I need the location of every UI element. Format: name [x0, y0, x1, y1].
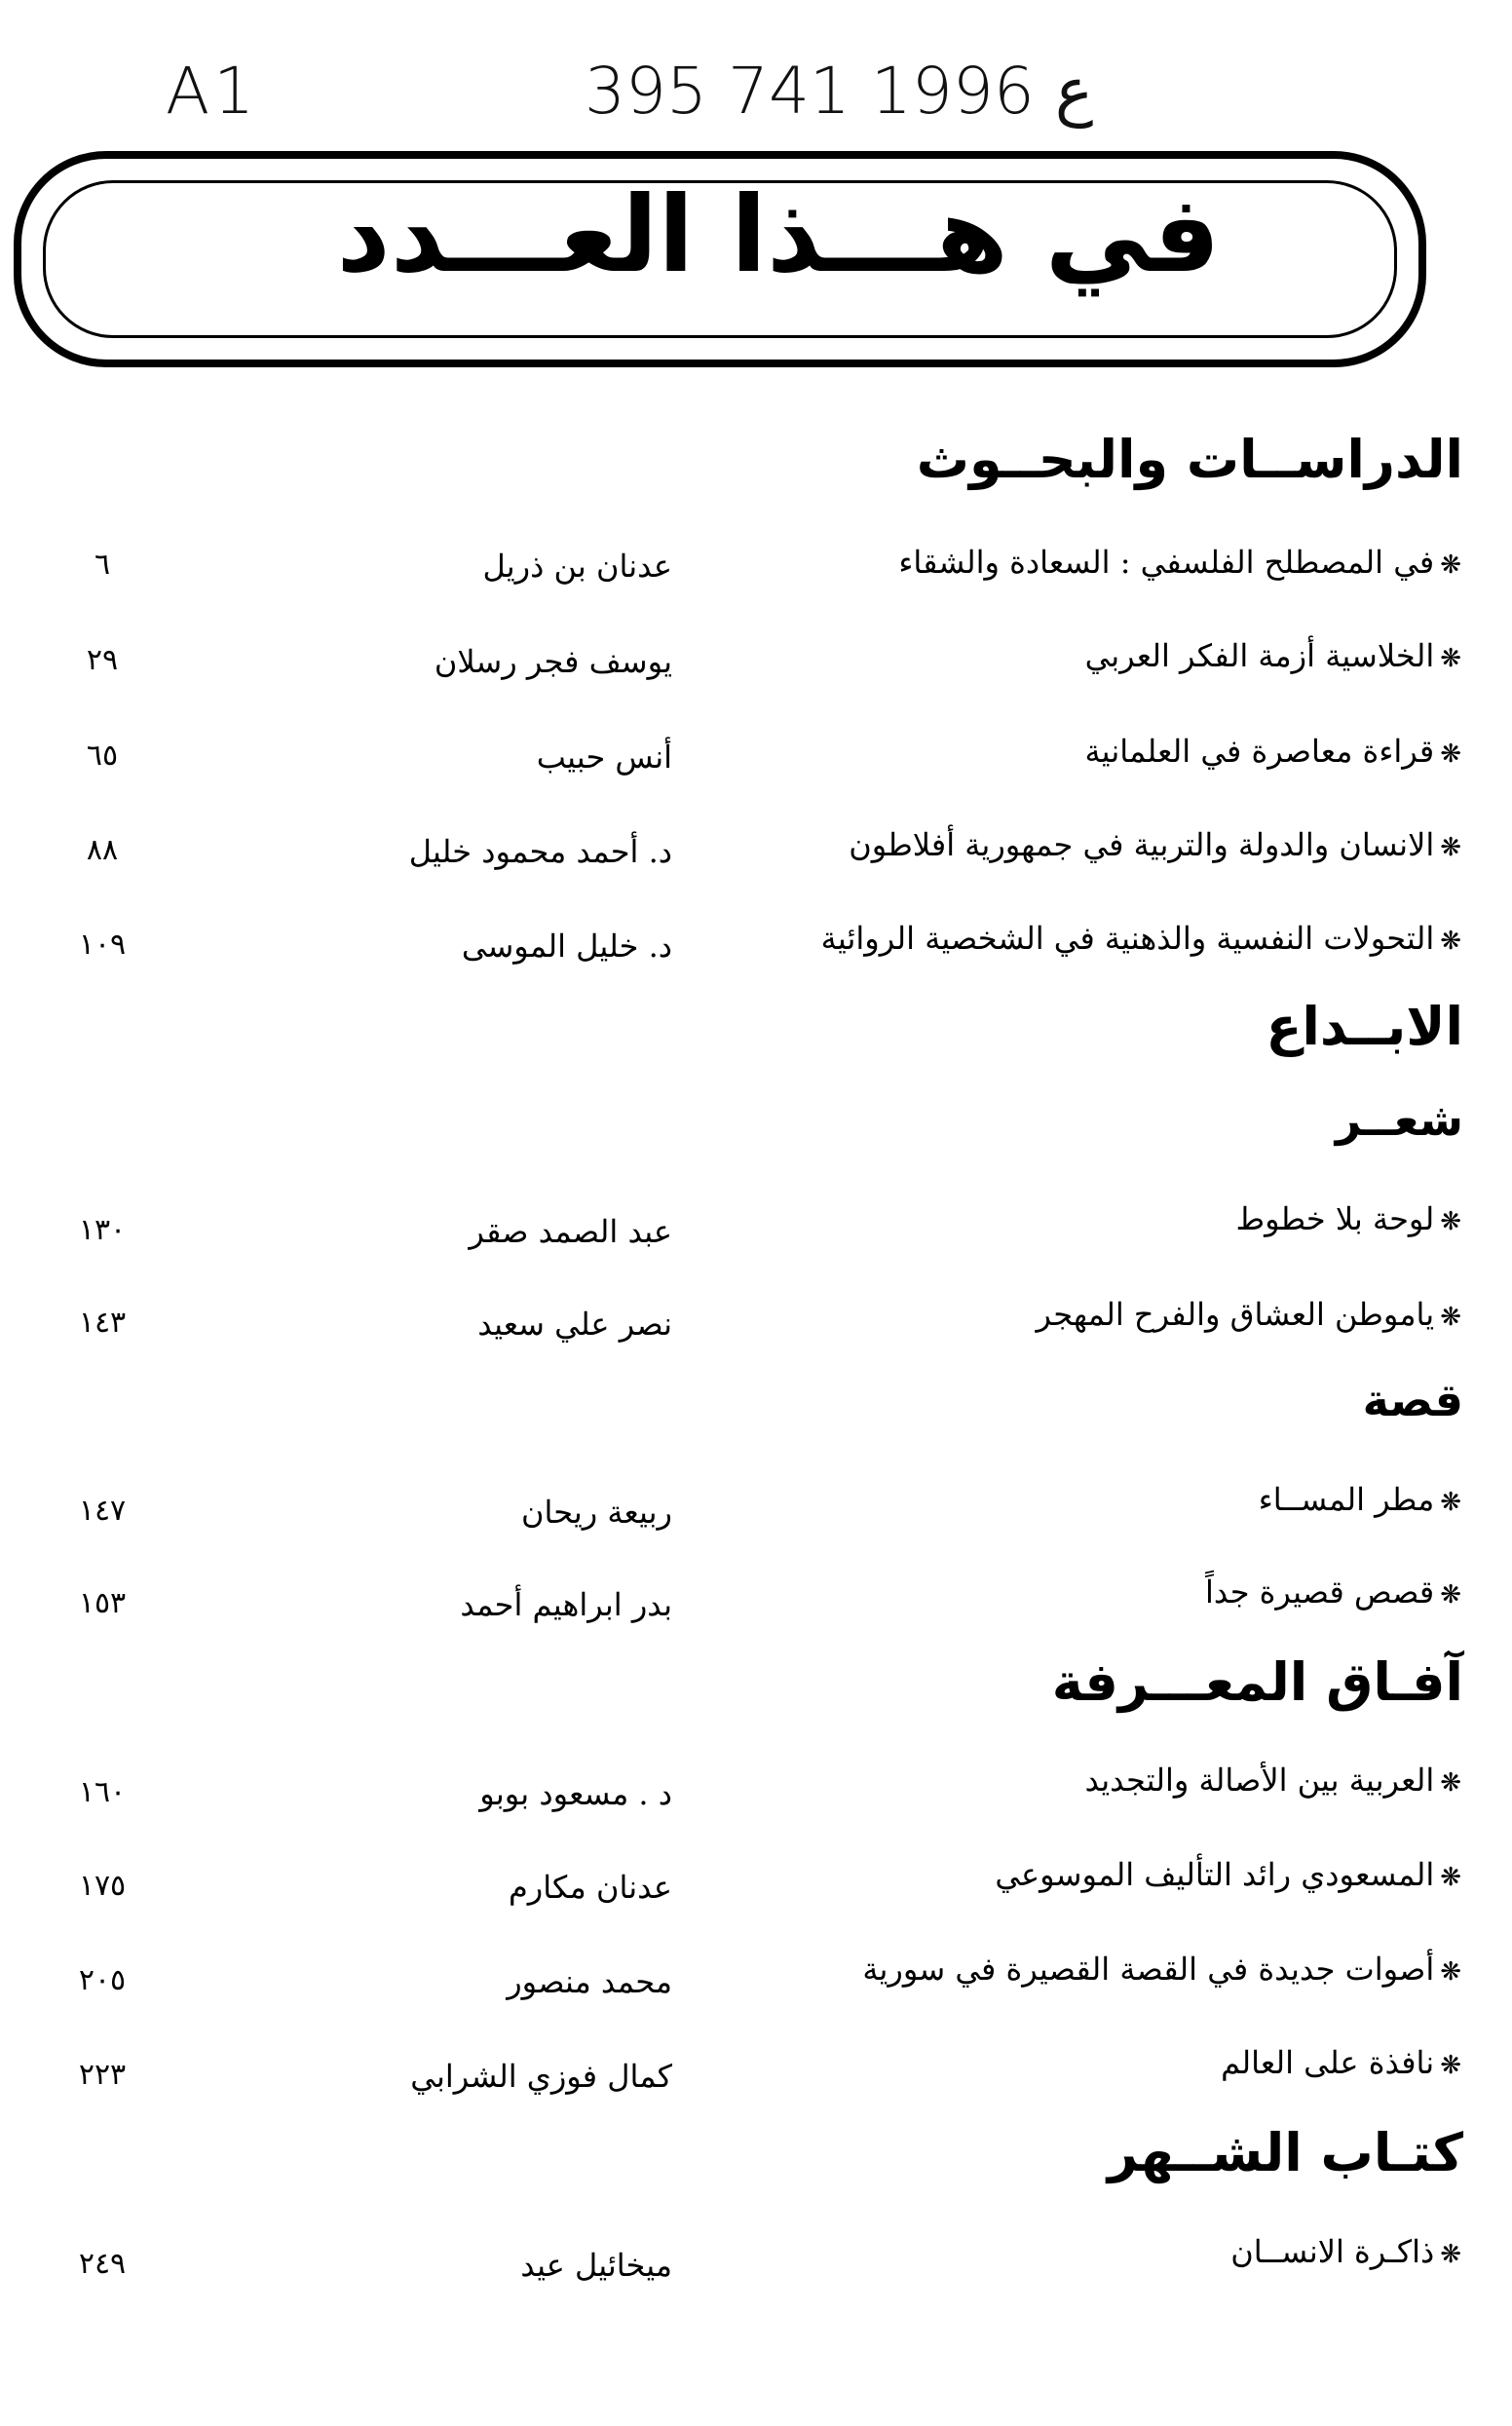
entry-page-number: ٨٨ [86, 833, 119, 867]
entry-title: ❋الخلاسية أزمة الفكر العربي [1084, 637, 1461, 674]
title-banner [14, 151, 1426, 367]
entry-author: د. أحمد محمود خليل [408, 833, 672, 870]
entry-author: نصر علي سعيد [477, 1306, 672, 1343]
entry-author: د. خليل الموسى [461, 928, 672, 965]
entry-page-number: ١٠٩ [78, 928, 127, 962]
entry-title: ❋قراءة معاصرة في العلمانية [1084, 733, 1461, 770]
bullet-star-icon: ❋ [1440, 1863, 1461, 1892]
entry-title: ❋الانسان والدولة والتربية في جمهورية أفلاطون [849, 826, 1461, 863]
section-heading-story: قصة [1362, 1374, 1463, 1426]
entry-page-number: ١٤٧ [78, 1494, 127, 1528]
entry-page-number: ٦ [94, 548, 111, 582]
entry-page-number: ١٤٣ [78, 1306, 127, 1340]
entry-author: كمال فوزي الشرابي [410, 2058, 672, 2095]
entry-page-number: ٢٢٣ [78, 2058, 127, 2092]
entry-author: عبد الصمد صقر [469, 1213, 672, 1250]
page-title: في هـــذا العـــدد [336, 174, 1221, 296]
entry-page-number: ٢٤٩ [78, 2247, 127, 2281]
entry-author: عدنان بن ذريل [482, 548, 672, 585]
bullet-star-icon: ❋ [1440, 739, 1461, 769]
entry-title: ❋لوحة بلا خطوط [1235, 1200, 1461, 1237]
entry-title: ❋نافذة على العالم [1221, 2044, 1461, 2081]
bullet-star-icon: ❋ [1440, 1303, 1461, 1332]
entry-title: ❋التحولات النفسية والذهنية في الشخصية الروائية [820, 920, 1461, 957]
entry-author: بدر ابراهيم أحمد [460, 1586, 672, 1623]
section-heading-book-of-month: كتـاب الشــهر [1107, 2122, 1463, 2183]
entry-author: ربيعة ريحان [520, 1494, 672, 1531]
section-heading-studies: الدراســات والبحــوث [916, 429, 1463, 490]
entry-author: محمد منصور [507, 1963, 672, 2000]
entry-page-number: ١٦٠ [78, 1775, 127, 1809]
entry-page-number: ١٣٠ [78, 1213, 127, 1247]
entry-title: ❋العربية بين الأصالة والتجديد [1084, 1762, 1461, 1799]
handwritten-code-right: 395 ع 1996 741 [585, 54, 1094, 129]
handwritten-code-left: A1 [166, 54, 259, 129]
bullet-star-icon: ❋ [1440, 644, 1461, 673]
entry-author: عدنان مكارم [508, 1869, 672, 1906]
entry-title: ❋ياموطن العشاق والفرح المهجر [1036, 1296, 1461, 1333]
bullet-star-icon: ❋ [1440, 2051, 1461, 2080]
entry-title: ❋في المصطلح الفلسفي : السعادة والشقاء [898, 544, 1461, 581]
entry-title: ❋قصص قصيرة جداً [1205, 1573, 1461, 1611]
bullet-star-icon: ❋ [1440, 1768, 1461, 1798]
bullet-star-icon: ❋ [1440, 833, 1461, 862]
bullet-star-icon: ❋ [1440, 2240, 1461, 2269]
entry-page-number: ١٧٥ [78, 1869, 127, 1903]
section-heading-poetry: شعــر [1335, 1093, 1463, 1146]
bullet-star-icon: ❋ [1440, 1957, 1461, 1987]
entry-title: ❋مطر المســاء [1258, 1481, 1461, 1518]
section-heading-horizons: آفـاق المعـــرفة [1051, 1651, 1463, 1713]
entry-author: يوسف فجر رسلان [434, 643, 672, 680]
bullet-star-icon: ❋ [1440, 1580, 1461, 1610]
bullet-star-icon: ❋ [1440, 1488, 1461, 1517]
bullet-star-icon: ❋ [1440, 1207, 1461, 1236]
section-heading-creativity: الابــداع [1266, 996, 1463, 1057]
entry-title: ❋ذاكـرة الانســان [1230, 2233, 1461, 2270]
entry-author: د . مسعود بوبو [479, 1775, 672, 1812]
entry-title: ❋المسعودي رائد التأليف الموسوعي [995, 1856, 1461, 1893]
entry-page-number: ٢٩ [86, 643, 119, 677]
entry-page-number: ١٥٣ [78, 1586, 127, 1620]
bullet-star-icon: ❋ [1440, 550, 1461, 580]
entry-page-number: ٢٠٥ [78, 1963, 127, 1997]
entry-title: ❋أصوات جديدة في القصة القصيرة في سورية [862, 1951, 1461, 1988]
entry-author: أنس حبيب [536, 739, 672, 776]
entry-author: ميخائيل عيد [520, 2247, 672, 2284]
entry-page-number: ٦٥ [86, 739, 119, 773]
bullet-star-icon: ❋ [1440, 927, 1461, 956]
